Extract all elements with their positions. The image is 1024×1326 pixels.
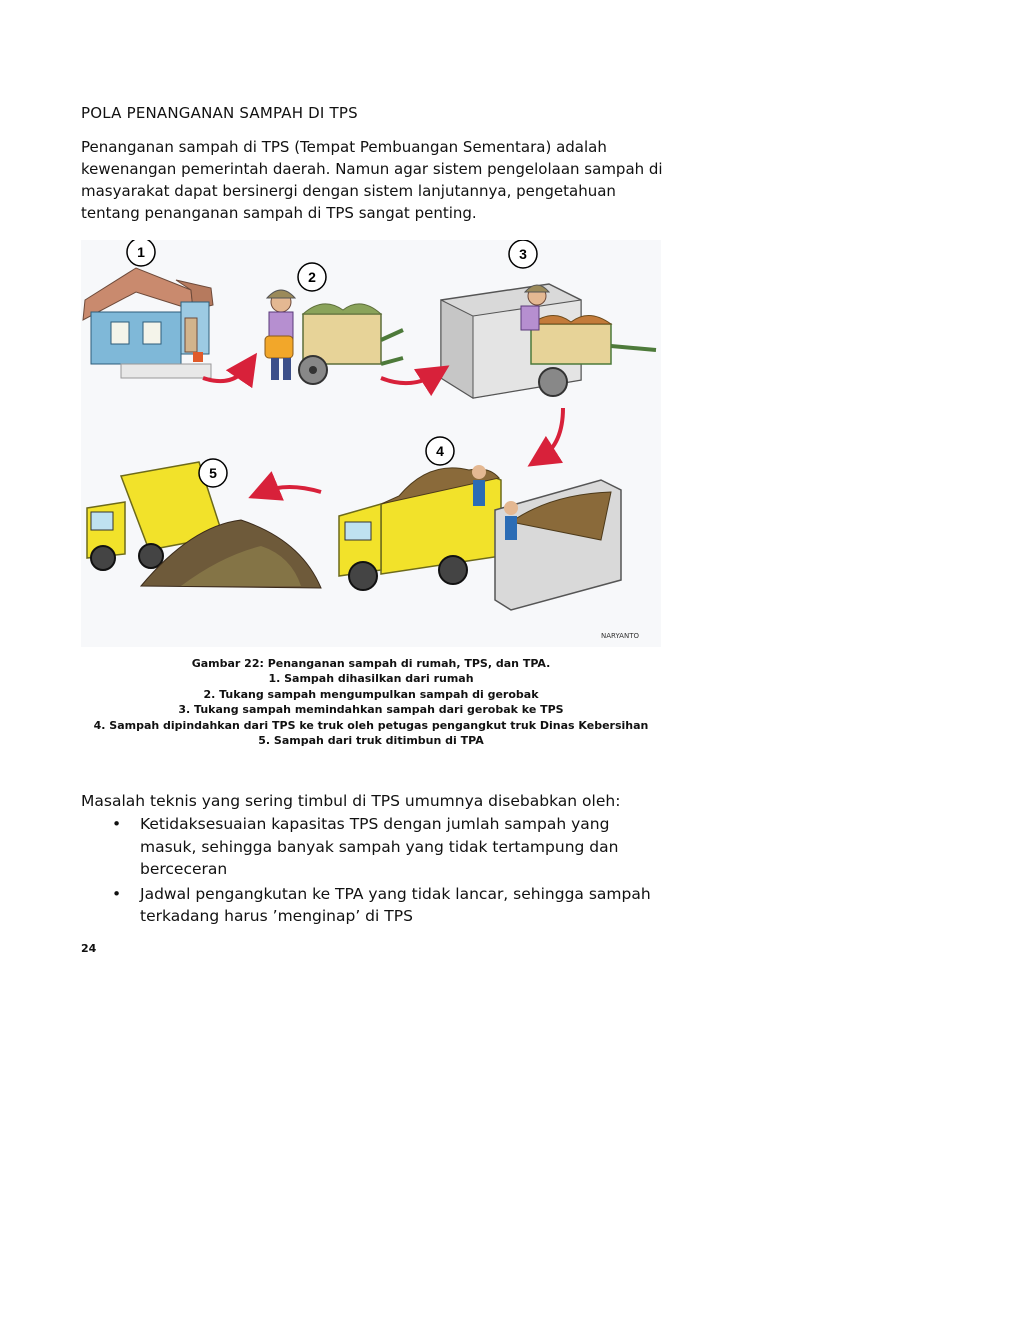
list-item (110, 883, 670, 928)
issues-list (110, 813, 670, 930)
issues-intro: Masalah teknis yang sering timbul di TPS umumnya disebabkan oleh: (81, 792, 621, 810)
svg-text:5: 5 (209, 465, 217, 481)
page-number: 24 (81, 942, 97, 955)
svg-text:4: 4 (436, 443, 444, 459)
list-item-text: Jadwal pengangkutan ke TPA yang tidak lancar, sehingga sampah terkadang harus ’menginap’ di TPS (140, 884, 651, 925)
bullet-icon: • (112, 884, 122, 903)
caption-line: 2. Tukang sampah mengumpulkan sampah di gerobak (203, 687, 539, 701)
caption-line: 3. Tukang sampah memindahkan sampah dari gerobak ke TPS (178, 703, 564, 717)
caption-line: 4. Sampah dipindahkan dari TPS ke truk oleh petugas pengangkut truk Dinas Kebersihan (93, 718, 649, 732)
svg-text:1: 1 (137, 244, 145, 260)
intro-paragraph: Penanganan sampah di TPS (Tempat Pembuangan Sementara) adalah kewenangan pemerintah daerah. Namun agar sistem pengelolaan sampah di masyarakat dapat bersinergi dengan sistem lanjutannya, pengetahuan tentang penanganan sampah di TPS sangat penting. (81, 138, 663, 222)
step-badge-4 (426, 437, 454, 465)
svg-text:2: 2 (308, 269, 316, 285)
step-badge-5 (199, 459, 227, 487)
bullet-icon: • (112, 815, 122, 833)
list-item-text: Ketidaksesuaian kapasitas TPS dengan jumlah sampah yang masuk, sehingga banyak sampah yang tidak tertampung dan berceceran (140, 815, 619, 878)
svg-text:3: 3 (519, 246, 527, 262)
waste-handling-illustration (81, 240, 661, 647)
step-badge-2 (298, 263, 326, 291)
caption-line: 5. Sampah dari truk ditimbun di TPA (258, 734, 484, 748)
caption-line: Gambar 22: Penanganan sampah di rumah, TPS, dan TPA. (191, 657, 551, 670)
step-badge-1 (127, 240, 155, 266)
section-heading: POLA PENANGANAN SAMPAH DI TPS (81, 104, 358, 122)
step-badge-3 (509, 240, 537, 268)
figure-caption (81, 656, 661, 748)
caption-line: 1. Sampah dihasilkan dari rumah (268, 672, 474, 686)
illustrator-signature: NARYANTO (601, 632, 639, 640)
list-item (110, 813, 670, 881)
